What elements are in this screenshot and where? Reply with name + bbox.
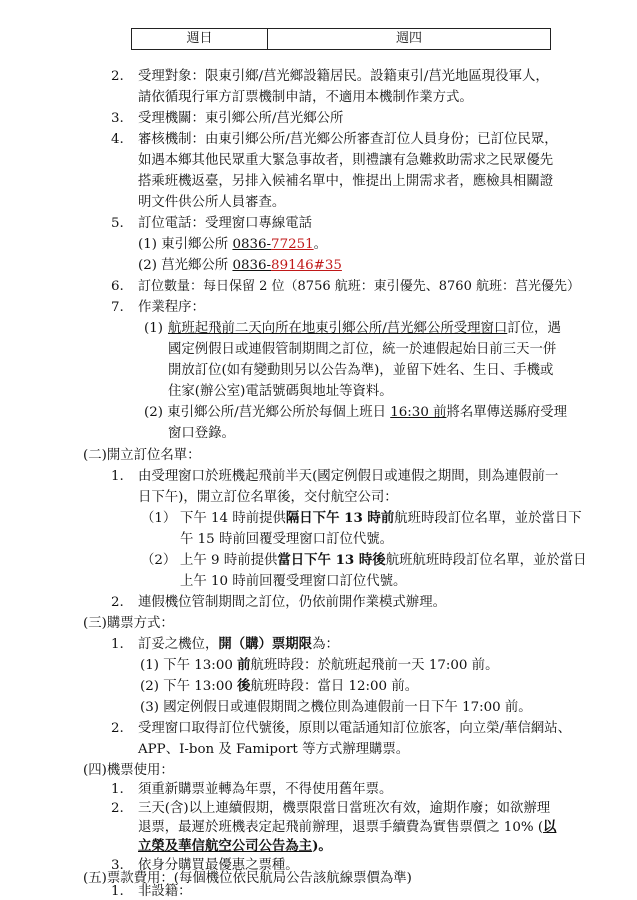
- sec2-item-2-text: 連假機位管制期間之訂位，仍依前開作業模式辦理。: [138, 595, 446, 610]
- procedure-1-line-2: 國定例假日或連假管制期間之訂位，統一於連假起始日前三天一併: [168, 342, 557, 357]
- sec2-sub-2-number: （2）: [141, 553, 177, 568]
- procedure-2-line-2: 窗口登錄。: [168, 426, 235, 441]
- sec3-item-1-bold: 開（購）票期限: [218, 636, 313, 652]
- procedure-1-line-4: 住家(辦公室)電話號碼與地址等資料。: [168, 384, 393, 399]
- sec4-item-2-line-3-end: )。: [312, 838, 332, 854]
- sec4-item-1-text: 須重新購票並轉為年票，不得使用舊年票。: [138, 782, 393, 797]
- sec2-sub-1-bold: 隔日下午 13 時前: [285, 510, 395, 526]
- item-5-text: 訂位電話：受理窗口專線電話: [138, 216, 313, 231]
- item-2-number: 2.: [111, 69, 124, 84]
- section-3-heading: (三)購票方式：: [83, 616, 174, 631]
- sec5-item-1-text: 非設籍：: [138, 884, 192, 899]
- item-2-line-2: 請依循現行軍方訂票機制申請，不適用本機制作業方式。: [138, 90, 473, 105]
- sec3-sub-1-c: 航班時段：於航班起飛前一天 17:00 前。: [250, 658, 499, 673]
- section-4-heading: (四)機票使用：: [83, 763, 174, 778]
- phone-juguang: [138, 256, 342, 276]
- phone-juguang-number[interactable]: 89146#35: [271, 258, 342, 273]
- sec3-sub-1-a: (1) 下午 13:00: [140, 658, 238, 673]
- item-3-number: 3.: [111, 111, 124, 126]
- sec3-item-2-line-2: APP、I-bon 及 Famiport 等方式辦理購票。: [138, 742, 410, 757]
- procedure-2-line-1: [144, 403, 567, 423]
- sec3-item-1-number: 1.: [111, 637, 124, 652]
- phone-dongyin-end: 。: [313, 237, 328, 252]
- sec3-sub-1: [140, 656, 498, 676]
- procedure-2-text-b: 將名單傳送縣府受理: [446, 405, 568, 420]
- sec3-sub-2: [140, 677, 418, 697]
- phone-dongyin-area[interactable]: 0836-: [232, 237, 272, 252]
- sec3-item-2-line-1: 受理窗口取得訂位代號後，原則以電話通知訂位旅客，向立榮/華信網站、: [138, 721, 572, 736]
- sec4-item-2-line-3: [138, 837, 332, 857]
- sec2-item-2-number: 2.: [111, 595, 124, 610]
- sec2-sub-2-text-a: 上午 9 時前提供: [180, 553, 278, 568]
- sec3-sub-2-c: 航班時段：當日 12:00 前。: [250, 679, 419, 694]
- sec4-item-2-number: 2.: [111, 801, 124, 816]
- item-6-text: 訂位數量：每日保留 2 位（8756 航班：東引優先、8760 航班：莒光優先）: [138, 279, 580, 294]
- phone-juguang-area[interactable]: 0836-: [232, 258, 272, 273]
- procedure-1-line-3: 開放訂位(如有變動則另以公告為準)，並留下姓名、生日、手機或: [168, 363, 554, 378]
- sec4-item-2-line-1: 三天(含)以上連續假期，機票限當日當班次有效，逾期作廢；如欲辦理: [138, 801, 551, 816]
- sec2-item-1-line-2: 日下午)，開立訂位名單後，交付航空公司：: [138, 490, 398, 505]
- sec3-sub-2-bold: 後: [237, 678, 251, 694]
- sec2-sub-2-line-2: 上午 10 時前回覆受理窗口訂位代號。: [180, 574, 407, 589]
- sec2-sub-1-number: （1）: [141, 511, 177, 526]
- sec2-sub-1-text-c: 航班時段訂位名單，並於當日下: [394, 511, 582, 526]
- sec4-item-2-line-2-bold: 以: [543, 819, 557, 835]
- procedure-2-text-a: (2) 東引鄉公所/莒光鄉公所於每個上班日: [144, 405, 391, 420]
- sec2-sub-1-text-a: 下午 14 時前提供: [180, 511, 286, 526]
- header-cell-thursday: 週四: [395, 31, 422, 47]
- sec4-item-1-number: 1.: [111, 782, 124, 797]
- sec3-item-1-text-a: 訂妥之機位，: [138, 637, 219, 652]
- item-5-number: 5.: [111, 216, 124, 231]
- phone-dongyin: [138, 235, 327, 255]
- item-6-number: 6.: [111, 279, 124, 294]
- phone-juguang-label: (2) 莒光鄉公所: [138, 258, 233, 273]
- sec3-item-1-text-c: 為：: [312, 637, 339, 652]
- sec2-sub-1-line-2: 午 15 時前回覆受理窗口訂位代號。: [180, 532, 394, 547]
- sec4-item-2-line-3-bold: 立榮及華信航空公司公告為主: [138, 838, 313, 854]
- sec2-sub-2-line-1: [180, 551, 587, 571]
- sec3-item-1-text: [138, 635, 339, 655]
- sec4-item-3-number: 3.: [111, 858, 124, 873]
- item-4-line-4: 明文件供公所人員審查。: [138, 195, 286, 210]
- procedure-1-line-1: [168, 319, 561, 339]
- item-7-text: 作業程序：: [138, 300, 205, 315]
- item-4-line-2: 如遇本鄉其他民眾重大緊急事故者，則禮讓有急難救助需求之民眾優先: [138, 153, 554, 168]
- item-4-line-3: 搭乘班機返臺，另排入候補名單中，惟提出上開需求者，應檢具相關證: [138, 174, 554, 189]
- item-4-number: 4.: [111, 132, 124, 147]
- procedure-1-number: (1): [144, 321, 163, 336]
- section-5-heading: (五)票款費用：(每個機位依民航局公告該航線票價為準): [83, 871, 412, 886]
- sec4-item-2-line-2: [138, 818, 556, 838]
- procedure-2-deadline: 16:30 前: [390, 405, 447, 420]
- procedure-1-rest: 訂位，遇: [507, 321, 561, 336]
- sec2-sub-2-bold: 當日下午 13 時後: [277, 552, 386, 568]
- item-7-number: 7.: [111, 300, 124, 315]
- sec2-sub-2-text-c: 航班航班時段訂位名單，並於當日: [385, 553, 587, 568]
- sec3-sub-2-a: (2) 下午 13:00: [140, 679, 238, 694]
- schedule-table-header: [131, 28, 551, 50]
- phone-dongyin-label: (1) 東引鄉公所: [138, 237, 233, 252]
- sec5-item-1-number: 1.: [111, 884, 124, 899]
- item-2-line-1: 受理對象：限東引鄉/莒光鄉設籍居民。設籍東引/莒光地區現役軍人，: [138, 69, 549, 84]
- section-2-heading: (二)開立訂位名單：: [83, 448, 201, 463]
- sec2-item-1-number: 1.: [111, 469, 124, 484]
- sec3-item-2-number: 2.: [111, 721, 124, 736]
- sec3-sub-1-bold: 前: [237, 657, 251, 673]
- item-4-line-1: 審核機制：由東引鄉公所/莒光鄉公所審查訂位人員身份；已訂位民眾，: [138, 132, 558, 147]
- sec3-sub-3: (3) 國定例假日或連假期間之機位則為連假前一日下午 17:00 前。: [140, 700, 532, 715]
- item-3-text: 受理機關：東引鄉公所/莒光鄉公所: [138, 111, 344, 126]
- sec4-item-2-line-2-a: 退票，最遲於班機表定起飛前辦理，退票手續費為實售票價之 10% (: [138, 820, 544, 835]
- header-cell-sunday: 週日: [132, 29, 268, 49]
- phone-dongyin-number[interactable]: 77251: [271, 237, 314, 252]
- sec2-sub-1-line-1: [180, 509, 582, 529]
- sec2-item-1-line-1: 由受理窗口於班機起飛前半天(國定例假日或連假之期間，則為連假前一: [138, 469, 559, 484]
- sec4-item-3-text: 依身分購買最優惠之票種。: [138, 858, 299, 873]
- procedure-1-underlined: 航班起飛前二天向所在地東引鄉公所/莒光鄉公所受理窗口: [168, 321, 508, 336]
